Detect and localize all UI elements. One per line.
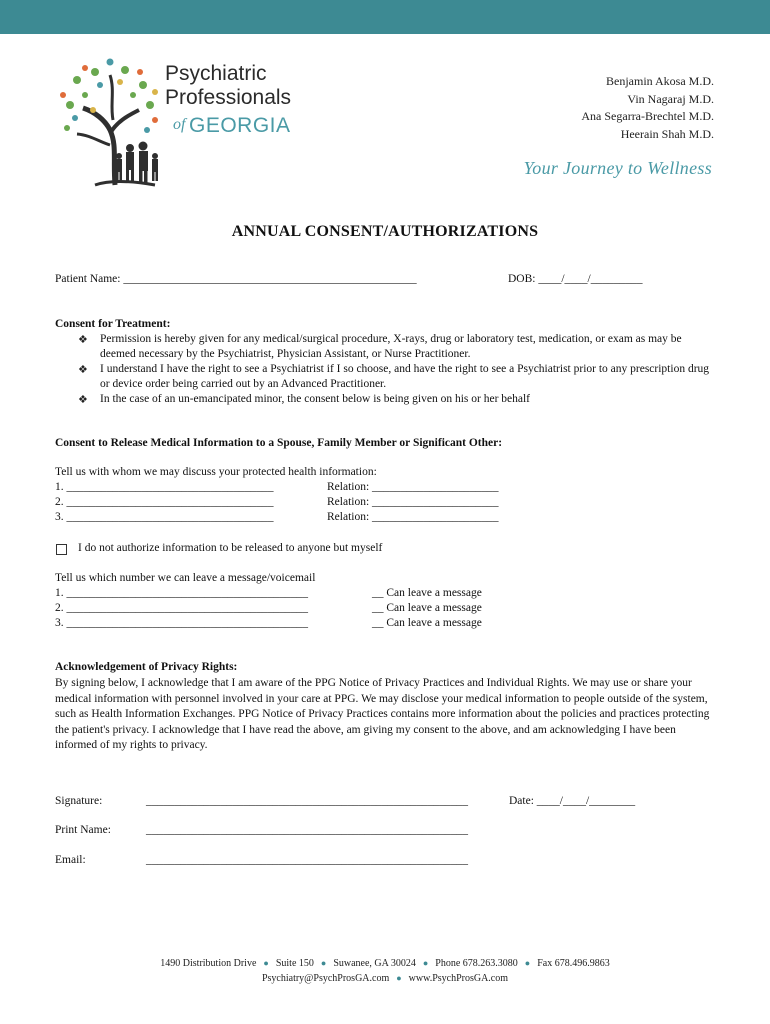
logo-georgia: GEORGIA [189, 114, 291, 137]
phone-number-field[interactable]: 2. __________________________________________ [55, 602, 308, 614]
privacy-heading: Acknowledgement of Privacy Rights: [55, 661, 238, 673]
header-bar [0, 0, 770, 34]
relation-field[interactable]: Relation: ______________________ [327, 496, 499, 508]
leave-message-option[interactable]: __ Can leave a message [372, 617, 482, 629]
contact-name-field[interactable]: 2. ____________________________________ [55, 496, 274, 508]
patient-name-field[interactable]: Patient Name: ___________________________________________________ [55, 273, 417, 285]
leave-message-option[interactable]: __ Can leave a message [372, 602, 482, 614]
email-field[interactable]: ________________________________________________________ [146, 854, 468, 866]
release-heading: Consent to Release Medical Information to a Spouse, Family Member or Significant Other: [55, 437, 503, 449]
consent-bullet: I understand I have the right to see a Psychiatrist if I so choose, and have the right to see a Psychiatrist prior to any prescription drug or device order being carried out by an Advanced Practitioner. [100, 363, 710, 390]
footer-contact [0, 973, 770, 984]
date-field[interactable]: Date: ____/____/________ [509, 795, 636, 807]
consent-bullet: In the case of an un-emancipated minor, the consent below is being given on his or her behalf [100, 393, 531, 405]
bullet-dot-icon: ● [422, 958, 429, 968]
signature-field[interactable]: ________________________________________________________ [146, 795, 468, 807]
diamond-bullet-icon: ❖ [78, 394, 88, 406]
relation-field[interactable]: Relation: ______________________ [327, 511, 499, 523]
print-name-label: Print Name: [55, 824, 111, 836]
logo-of: of [173, 116, 186, 133]
tagline: Your Journey to Wellness [523, 158, 712, 178]
page-title: ANNUAL CONSENT/AUTHORIZATIONS [231, 223, 539, 240]
voicemail-intro: Tell us which number we can leave a message/voicemail [55, 572, 316, 584]
no-authorize-checkbox[interactable] [56, 544, 67, 555]
consent-treatment-heading: Consent for Treatment: [55, 318, 171, 330]
signature-label: Signature: [55, 795, 103, 807]
bullet-dot-icon: ● [263, 958, 269, 968]
footer-city: Suwanee, GA 30024 [333, 958, 416, 969]
bullet-dot-icon: ● [320, 958, 327, 968]
footer-email[interactable]: Psychiatry@PsychProsGA.com [261, 973, 390, 984]
consent-bullet: Permission is hereby given for any medical/surgical procedure, X-rays, drug or laboratory test, medication, or exam as may be deemed necessary by the Psychiatrist, Physician Assistant, or Nurse Practitioner. [100, 333, 682, 360]
footer-website[interactable]: www.PsychProsGA.com [408, 973, 509, 984]
bullet-dot-icon: ● [524, 958, 531, 968]
leave-message-option[interactable]: __ Can leave a message [372, 587, 482, 599]
footer-phone: Phone 678.263.3080 [435, 958, 518, 969]
phone-number-field[interactable]: 1. __________________________________________ [55, 587, 308, 599]
release-intro: Tell us with whom we may discuss your protected health information: [55, 466, 377, 478]
doctor-name: Vin Nagaraj M.D. [627, 91, 714, 106]
footer-suite: Suite 150 [275, 958, 314, 969]
dob-field[interactable]: DOB: ____/____/_________ [508, 273, 643, 285]
print-name-field[interactable]: ________________________________________________________ [146, 824, 468, 836]
doctor-name: Heerain Shah M.D. [620, 126, 714, 141]
diamond-bullet-icon: ❖ [78, 334, 88, 346]
doctor-name: Ana Segarra-Brechtel M.D. [581, 109, 714, 123]
contact-name-field[interactable]: 3. ____________________________________ [55, 511, 274, 523]
phone-number-field[interactable]: 3. __________________________________________ [55, 617, 308, 629]
diamond-bullet-icon: ❖ [78, 364, 88, 376]
doctor-name: Benjamin Akosa M.D. [606, 74, 714, 88]
email-label: Email: [55, 854, 86, 866]
logo-text [165, 62, 291, 110]
footer-address [0, 958, 770, 969]
doctor-list [581, 73, 714, 143]
relation-field[interactable]: Relation: ______________________ [327, 481, 499, 493]
logo-line2: Professionals [165, 86, 292, 109]
family-tree-icon [55, 50, 165, 190]
footer-street: 1490 Distribution Drive [160, 958, 257, 969]
logo [55, 50, 335, 190]
bullet-dot-icon: ● [396, 973, 402, 983]
contact-name-field[interactable]: 1. ____________________________________ [55, 481, 274, 493]
footer-fax: Fax 678.496.9863 [537, 958, 610, 969]
privacy-text: By signing below, I acknowledge that I am aware of the PPG Notice of Privacy Practices and Individual Rights. We may use or share your medical information with personnel involved in your care at PPG. We may disclose your medical information to people outside of the system, such as Health Information Exchanges. PPG Notice of Privacy Practices contains more information about the policies and practices protecting the patient's privacy. I acknowledge that I have read the above, am giving my consent to the above, and am acknowledging I have been informed of my rights to privacy. [55, 677, 710, 751]
logo-line1: Psychiatric [165, 62, 267, 85]
no-authorize-label: I do not authorize information to be released to anyone but myself [78, 542, 383, 554]
